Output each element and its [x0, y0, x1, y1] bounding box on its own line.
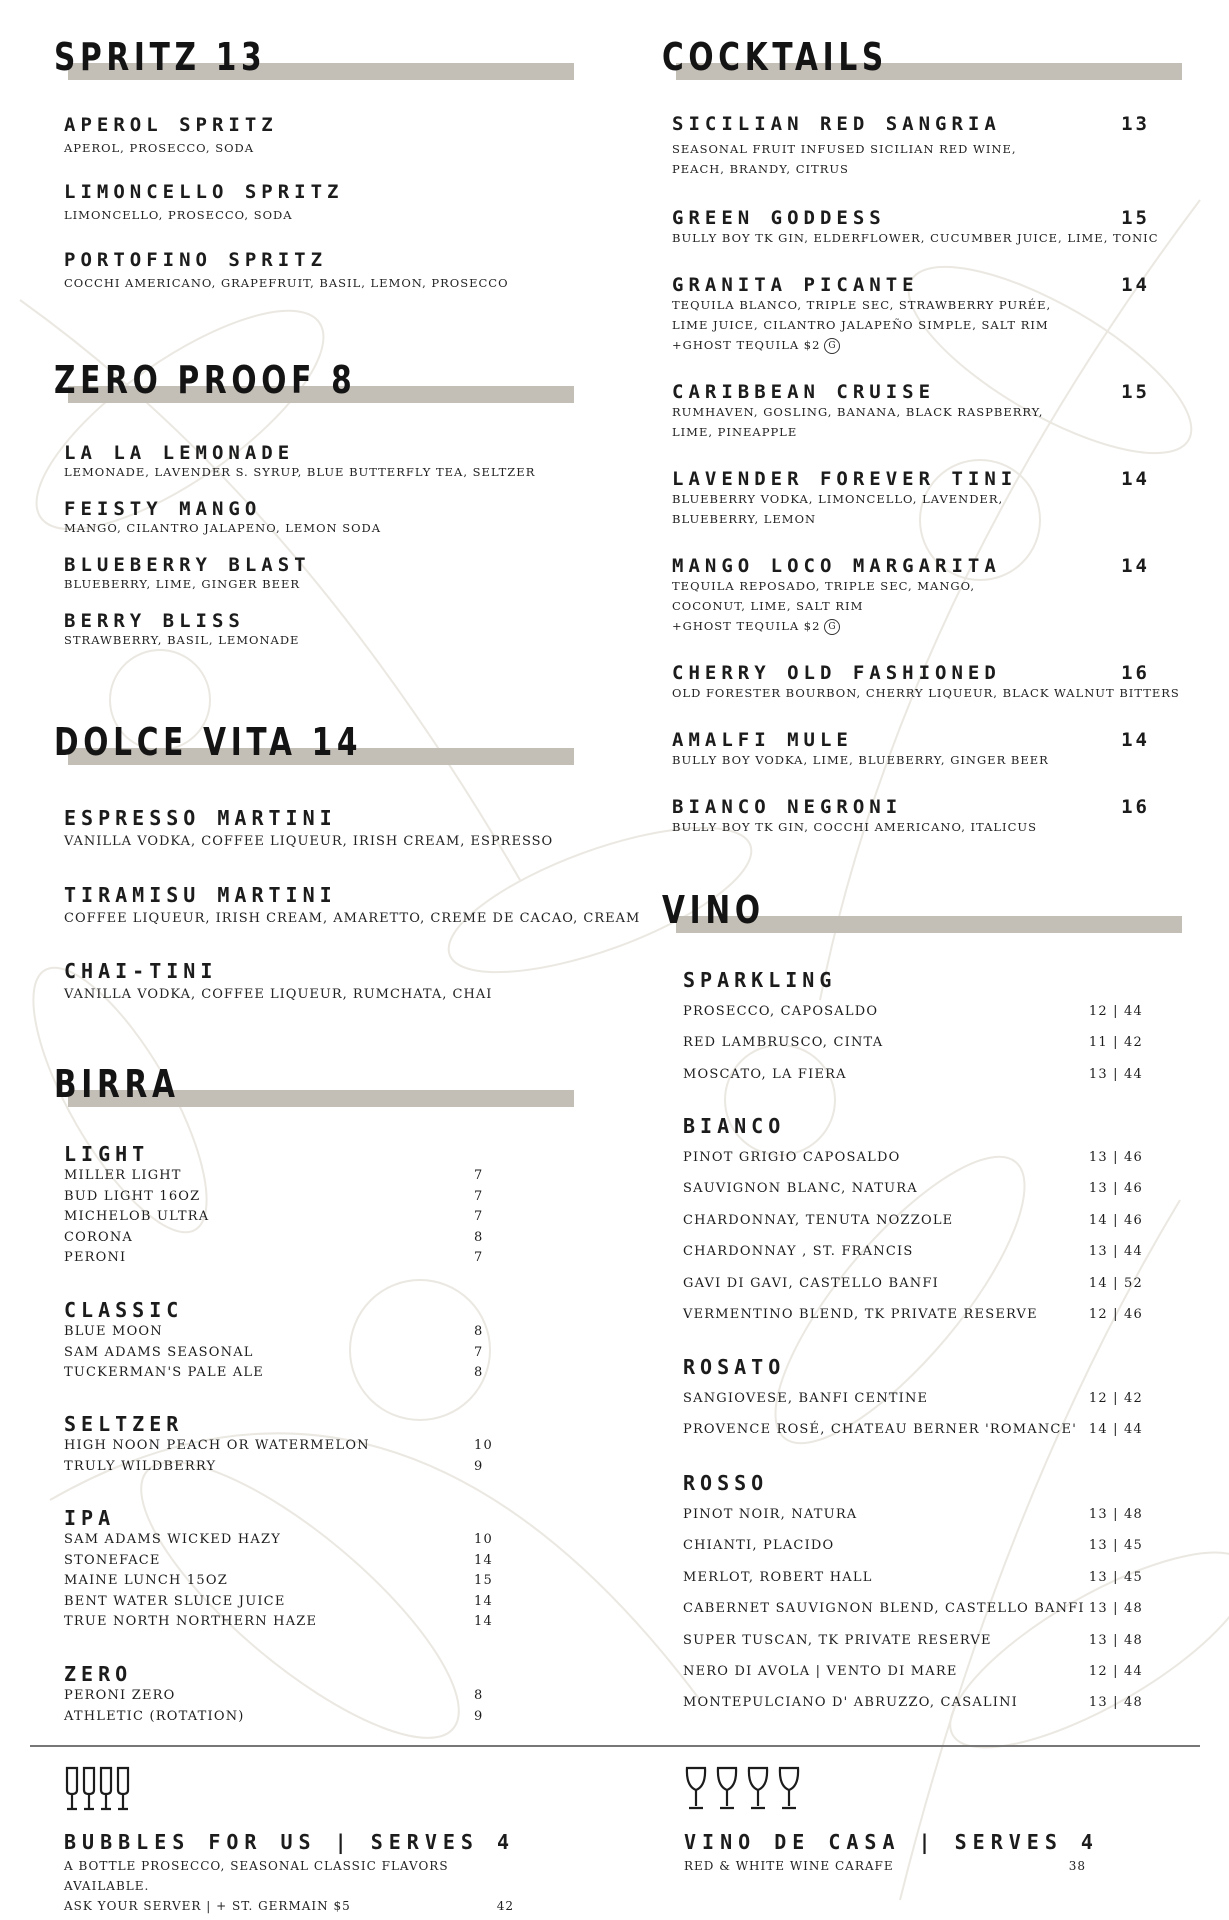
item-name: TIRAMISU MARTINI [64, 883, 337, 907]
wine-row [683, 1002, 1143, 1033]
beer-row [64, 1436, 504, 1457]
item-desc: MANGO, CILANTRO JALAPENO, LEMON SODA [64, 521, 382, 535]
item-name: CARIBBEAN CRUISE [672, 381, 936, 403]
wine-row [683, 1631, 1143, 1662]
wine-row [683, 1065, 1143, 1096]
wine-name: MONTEPULCIANO D' ABRUZZO, CASALINI [683, 1695, 1018, 1711]
wine-price: 14 | 46 [1088, 1212, 1143, 1228]
beer-name: TRULY WILDBERRY [64, 1458, 217, 1474]
item-name: CHAI-TINI [64, 959, 218, 983]
beer-name: PERONI ZERO [64, 1688, 176, 1703]
beer-row [64, 1363, 504, 1384]
offer-price: 42 [496, 1899, 514, 1913]
group-name: BIANCO [683, 1114, 786, 1138]
item-desc: LIME JUICE, CILANTRO JALAPEÑO SIMPLE, SALT RIM [672, 318, 1049, 332]
beer-group-light [64, 1142, 504, 1269]
item-desc: BLUEBERRY, LIME, GINGER BEER [64, 577, 301, 591]
item-desc: COFFEE LIQUEUR, IRISH CREAM, AMARETTO, CREME DE CACAO, CREAM [64, 911, 641, 926]
spritz-header [54, 35, 574, 95]
wine-name: CHARDONNAY, TENUTA NOZZOLE [683, 1212, 954, 1228]
beer-price: 7 [474, 1209, 484, 1224]
beer-price: 8 [474, 1229, 484, 1245]
item-name: BIANCO NEGRONI [672, 796, 903, 818]
menu-item [64, 554, 584, 594]
offer-desc: A BOTTLE PROSECCO, SEASONAL CLASSIC FLAVORS AVAILABLE. [64, 1859, 449, 1893]
item-desc-addon [672, 335, 1150, 355]
beer-row [64, 1571, 504, 1592]
menu-item [64, 114, 584, 158]
menu-item [64, 442, 584, 482]
item-price: 15 [1121, 381, 1150, 403]
item-price: 14 [1121, 555, 1150, 577]
item-name: ESPRESSO MARTINI [64, 806, 337, 830]
group-name: LIGHT [64, 1142, 150, 1166]
wine-group-sparkling [683, 968, 1143, 1096]
item-desc: OLD FORESTER BOURBON, CHERRY LIQUEUR, BLACK WALNUT BITTERS [672, 686, 1180, 700]
wine-row [683, 1693, 1143, 1724]
section-title: SPRITZ 13 [54, 35, 267, 79]
item-desc: LIMONCELLO, PROSECCO, SODA [64, 208, 293, 222]
wine-price: 14 | 52 [1088, 1275, 1143, 1291]
beer-price: 9 [474, 1708, 484, 1724]
offer-desc-row [64, 1896, 514, 1916]
vino-header [662, 888, 1182, 948]
wine-group-rosso [683, 1471, 1143, 1725]
wine-price: 13 | 48 [1088, 1507, 1143, 1522]
addon-text: +GHOST TEQUILA $2 [672, 338, 821, 352]
beer-row [64, 1612, 504, 1633]
vino-casa-offer [684, 1766, 1099, 1876]
item-desc-addon [672, 616, 1150, 636]
beer-row [64, 1707, 504, 1728]
wine-row [683, 1211, 1143, 1242]
offer-desc: RED & WHITE WINE CARAFE [684, 1859, 894, 1873]
item-desc: LIME, PINEAPPLE [672, 425, 798, 439]
item-desc: RUMHAVEN, GOSLING, BANANA, BLACK RASPBERRY, [672, 405, 1044, 419]
beer-name: SAM ADAMS WICKED HAZY [64, 1532, 282, 1547]
beer-name: ATHLETIC (ROTATION) [64, 1708, 245, 1724]
wine-price: 12 | 42 [1088, 1391, 1143, 1406]
beer-row [64, 1686, 504, 1707]
wine-name: PROVENCE ROSÉ, CHATEAU BERNER 'ROMANCE' [683, 1422, 1078, 1438]
beer-price: 7 [474, 1344, 484, 1360]
dolce-vita-header [54, 720, 574, 780]
wine-name: PINOT GRIGIO CAPOSALDO [683, 1150, 901, 1165]
beer-row [64, 1551, 504, 1572]
beer-row [64, 1530, 504, 1551]
wine-row [683, 1033, 1143, 1064]
cocktail-item [672, 662, 1180, 703]
wine-price: 13 | 45 [1088, 1538, 1143, 1554]
beer-row [64, 1207, 504, 1228]
section-title: BIRRA [54, 1062, 180, 1106]
menu-item [64, 959, 644, 1005]
wine-name: PINOT NOIR, NATURA [683, 1507, 858, 1522]
offer-desc: ASK YOUR SERVER | + ST. GERMAIN $5 [64, 1899, 351, 1913]
cocktail-item [672, 729, 1150, 770]
item-price: 13 [1121, 113, 1150, 135]
item-desc: TEQUILA REPOSADO, TRIPLE SEC, MANGO, [672, 579, 976, 593]
cocktail-item [672, 381, 1150, 442]
beer-name: TUCKERMAN'S PALE ALE [64, 1365, 264, 1380]
item-name: MANGO LOCO MARGARITA [672, 555, 1001, 577]
cocktail-item [672, 468, 1150, 529]
beer-name: TRUE NORTH NORTHERN HAZE [64, 1614, 318, 1629]
item-name: APEROL SPRITZ [64, 114, 278, 136]
menu-item [64, 249, 584, 293]
cocktail-item [672, 274, 1150, 355]
beer-name: CORONA [64, 1229, 134, 1245]
wine-name: RED LAMBRUSCO, CINTA [683, 1035, 884, 1051]
wine-row [683, 1568, 1143, 1599]
beer-group-zero [64, 1662, 504, 1727]
item-price: 14 [1121, 274, 1150, 296]
wine-row [683, 1536, 1143, 1567]
item-name: GRANITA PICANTE [672, 274, 919, 296]
beer-row [64, 1187, 504, 1208]
wine-row [683, 1599, 1143, 1630]
beer-name: MAINE LUNCH 15OZ [64, 1573, 228, 1588]
item-desc: BULLY BOY VODKA, LIME, BLUEBERRY, GINGER BEER [672, 753, 1049, 767]
wine-price: 13 | 48 [1088, 1695, 1143, 1711]
group-name: SELTZER [64, 1412, 184, 1436]
item-desc: COCONUT, LIME, SALT RIM [672, 599, 864, 613]
beer-price: 8 [474, 1688, 484, 1703]
item-desc: VANILLA VODKA, COFFEE LIQUEUR, RUMCHATA, CHAI [64, 987, 493, 1002]
wine-row [683, 1505, 1143, 1536]
item-desc: COCCHI AMERICANO, GRAPEFRUIT, BASIL, LEMON, PROSECCO [64, 276, 509, 290]
wine-row [683, 1274, 1143, 1305]
beer-row [64, 1322, 504, 1343]
beer-name: BUD LIGHT 16OZ [64, 1188, 201, 1204]
beer-group-ipa [64, 1506, 504, 1633]
wine-price: 13 | 45 [1088, 1569, 1143, 1585]
wine-name: MOSCATO, LA FIERA [683, 1066, 847, 1082]
wine-price: 13 | 48 [1088, 1632, 1143, 1648]
wine-name: PROSECCO, CAPOSALDO [683, 1004, 879, 1019]
item-name: LAVENDER FOREVER TINI [672, 468, 1018, 490]
beer-row [64, 1228, 504, 1249]
wine-price: 12 | 44 [1088, 1663, 1143, 1679]
wine-group-bianco [683, 1114, 1143, 1336]
wine-glasses-icon [684, 1766, 808, 1812]
menu-item [64, 806, 644, 852]
beer-name: SAM ADAMS SEASONAL [64, 1344, 254, 1360]
wine-row [683, 1389, 1143, 1420]
item-desc: TEQUILA BLANCO, TRIPLE SEC, STRAWBERRY PURÉE, [672, 298, 1052, 312]
wine-name: GAVI DI GAVI, CASTELLO BANFI [683, 1275, 939, 1291]
group-name: ROSSO [683, 1471, 769, 1495]
wine-row [683, 1179, 1143, 1210]
item-price: 16 [1121, 662, 1150, 684]
item-desc: VANILLA VODKA, COFFEE LIQUEUR, IRISH CREAM, ESPRESSO [64, 834, 554, 849]
item-desc: PEACH, BRANDY, CITRUS [672, 162, 849, 176]
menu-item [64, 610, 584, 650]
wine-price: 13 | 46 [1088, 1181, 1143, 1197]
section-title: VINO [662, 888, 765, 932]
item-price: 14 [1121, 729, 1150, 751]
bubbles-offer [64, 1766, 524, 1916]
item-name: BERRY BLISS [64, 610, 245, 632]
menu-item [64, 883, 644, 929]
cocktail-item [672, 796, 1150, 837]
beer-name: PERONI [64, 1250, 127, 1265]
zero-proof-header [54, 358, 574, 418]
wine-row [683, 1242, 1143, 1273]
item-name: PORTOFINO SPRITZ [64, 249, 328, 271]
beer-row [64, 1592, 504, 1613]
offer-title: VINO DE CASA | SERVES 4 [684, 1830, 1099, 1854]
menu-item [64, 181, 584, 225]
beer-price: 14 [474, 1614, 493, 1629]
cocktail-item [672, 207, 1159, 248]
beer-row [64, 1248, 504, 1269]
beer-price: 10 [474, 1438, 493, 1453]
beer-price: 7 [474, 1250, 484, 1265]
beer-group-classic [64, 1298, 504, 1384]
beer-row [64, 1166, 504, 1187]
wine-name: SAUVIGNON BLANC, NATURA [683, 1181, 918, 1197]
wine-price: 12 | 44 [1088, 1004, 1143, 1019]
beer-row [64, 1457, 504, 1478]
item-price: 16 [1121, 796, 1150, 818]
ghost-icon: G [824, 619, 840, 635]
wine-row [683, 1305, 1143, 1336]
beer-price: 15 [474, 1573, 493, 1588]
wine-price: 11 | 42 [1088, 1035, 1143, 1051]
item-desc: BLUEBERRY, LEMON [672, 512, 817, 526]
item-name: AMALFI MULE [672, 729, 853, 751]
item-name: LIMONCELLO SPRITZ [64, 181, 344, 203]
offer-title: BUBBLES FOR US | SERVES 4 [64, 1830, 516, 1854]
ghost-icon: G [824, 338, 840, 354]
wine-name: MERLOT, ROBERT HALL [683, 1569, 873, 1585]
wine-row [683, 1662, 1143, 1693]
cocktails-header [662, 35, 1182, 95]
wine-name: CHIANTI, PLACIDO [683, 1538, 835, 1554]
group-name: SPARKLING [683, 968, 837, 992]
flute-glasses-icon [64, 1766, 134, 1812]
item-name: FEISTY MANGO [64, 498, 262, 520]
wine-row [683, 1420, 1143, 1451]
wine-name: SUPER TUSCAN, TK PRIVATE RESERVE [683, 1632, 992, 1648]
menu-item [64, 498, 584, 538]
item-desc: SEASONAL FRUIT INFUSED SICILIAN RED WINE, [672, 142, 1017, 156]
addon-text: +GHOST TEQUILA $2 [672, 619, 821, 633]
section-title: DOLCE VITA 14 [54, 720, 363, 764]
wine-price: 13 | 44 [1088, 1244, 1143, 1260]
cocktail-item [672, 555, 1150, 636]
section-title: COCKTAILS [662, 35, 888, 79]
group-name: CLASSIC [64, 1298, 184, 1322]
beer-price: 10 [474, 1532, 493, 1547]
beer-price: 14 [474, 1552, 493, 1568]
wine-price: 13 | 46 [1088, 1150, 1143, 1165]
group-name: ZERO [64, 1662, 133, 1686]
wine-name: NERO DI AVOLA | VENTO DI MARE [683, 1663, 958, 1679]
wine-price: 13 | 48 [1088, 1601, 1143, 1617]
group-name: IPA [64, 1506, 116, 1530]
beer-name: BENT WATER SLUICE JUICE [64, 1593, 286, 1609]
item-price: 15 [1121, 207, 1150, 229]
group-name: ROSATO [683, 1355, 786, 1379]
wine-name: VERMENTINO BLEND, TK PRIVATE RESERVE [683, 1306, 1038, 1322]
item-desc: STRAWBERRY, BASIL, LEMONADE [64, 633, 300, 647]
wine-name: SANGIOVESE, BANFI CENTINE [683, 1391, 929, 1406]
item-price: 14 [1121, 468, 1150, 490]
beer-row [64, 1343, 504, 1364]
wine-price: 13 | 44 [1088, 1066, 1143, 1082]
wine-price: 14 | 44 [1088, 1422, 1143, 1438]
beer-price: 14 [474, 1593, 493, 1609]
beer-price: 7 [474, 1168, 484, 1183]
wine-group-rosato [683, 1355, 1143, 1452]
wine-name: CABERNET SAUVIGNON BLEND, CASTELLO BANFI [683, 1601, 1085, 1617]
beer-name: HIGH NOON PEACH OR WATERMELON [64, 1438, 370, 1453]
item-name: SICILIAN RED SANGRIA [672, 113, 1001, 135]
offer-price: 38 [1068, 1859, 1086, 1873]
beer-price: 7 [474, 1188, 484, 1204]
footer-divider [30, 1745, 1200, 1747]
beer-name: MICHELOB ULTRA [64, 1209, 210, 1224]
birra-header [54, 1062, 574, 1122]
item-desc: BLUEBERRY VODKA, LIMONCELLO, LAVENDER, [672, 492, 1004, 506]
offer-desc-row [684, 1856, 1086, 1876]
beer-price: 8 [474, 1324, 484, 1339]
beer-name: STONEFACE [64, 1552, 161, 1568]
item-name: GREEN GODDESS [672, 207, 886, 229]
item-desc: APEROL, PROSECCO, SODA [64, 141, 255, 155]
beer-price: 9 [474, 1458, 484, 1474]
section-title: ZERO PROOF 8 [54, 358, 357, 402]
item-desc: BULLY BOY TK GIN, COCCHI AMERICANO, ITALICUS [672, 820, 1037, 834]
wine-name: CHARDONNAY , ST. FRANCIS [683, 1244, 914, 1260]
item-name: LA LA LEMONADE [64, 442, 295, 464]
beer-group-seltzer [64, 1412, 504, 1477]
cocktail-item [672, 113, 1150, 179]
beer-name: BLUE MOON [64, 1324, 163, 1339]
beer-price: 8 [474, 1365, 484, 1380]
item-desc: BULLY BOY TK GIN, ELDERFLOWER, CUCUMBER JUICE, LIME, TONIC [672, 231, 1159, 245]
beer-name: MILLER LIGHT [64, 1168, 182, 1183]
item-name: BLUEBERRY BLAST [64, 554, 311, 576]
item-desc: LEMONADE, LAVENDER S. SYRUP, BLUE BUTTERFLY TEA, SELTZER [64, 465, 536, 479]
item-name: CHERRY OLD FASHIONED [672, 662, 1001, 684]
wine-price: 12 | 46 [1088, 1306, 1143, 1322]
wine-row [683, 1148, 1143, 1179]
